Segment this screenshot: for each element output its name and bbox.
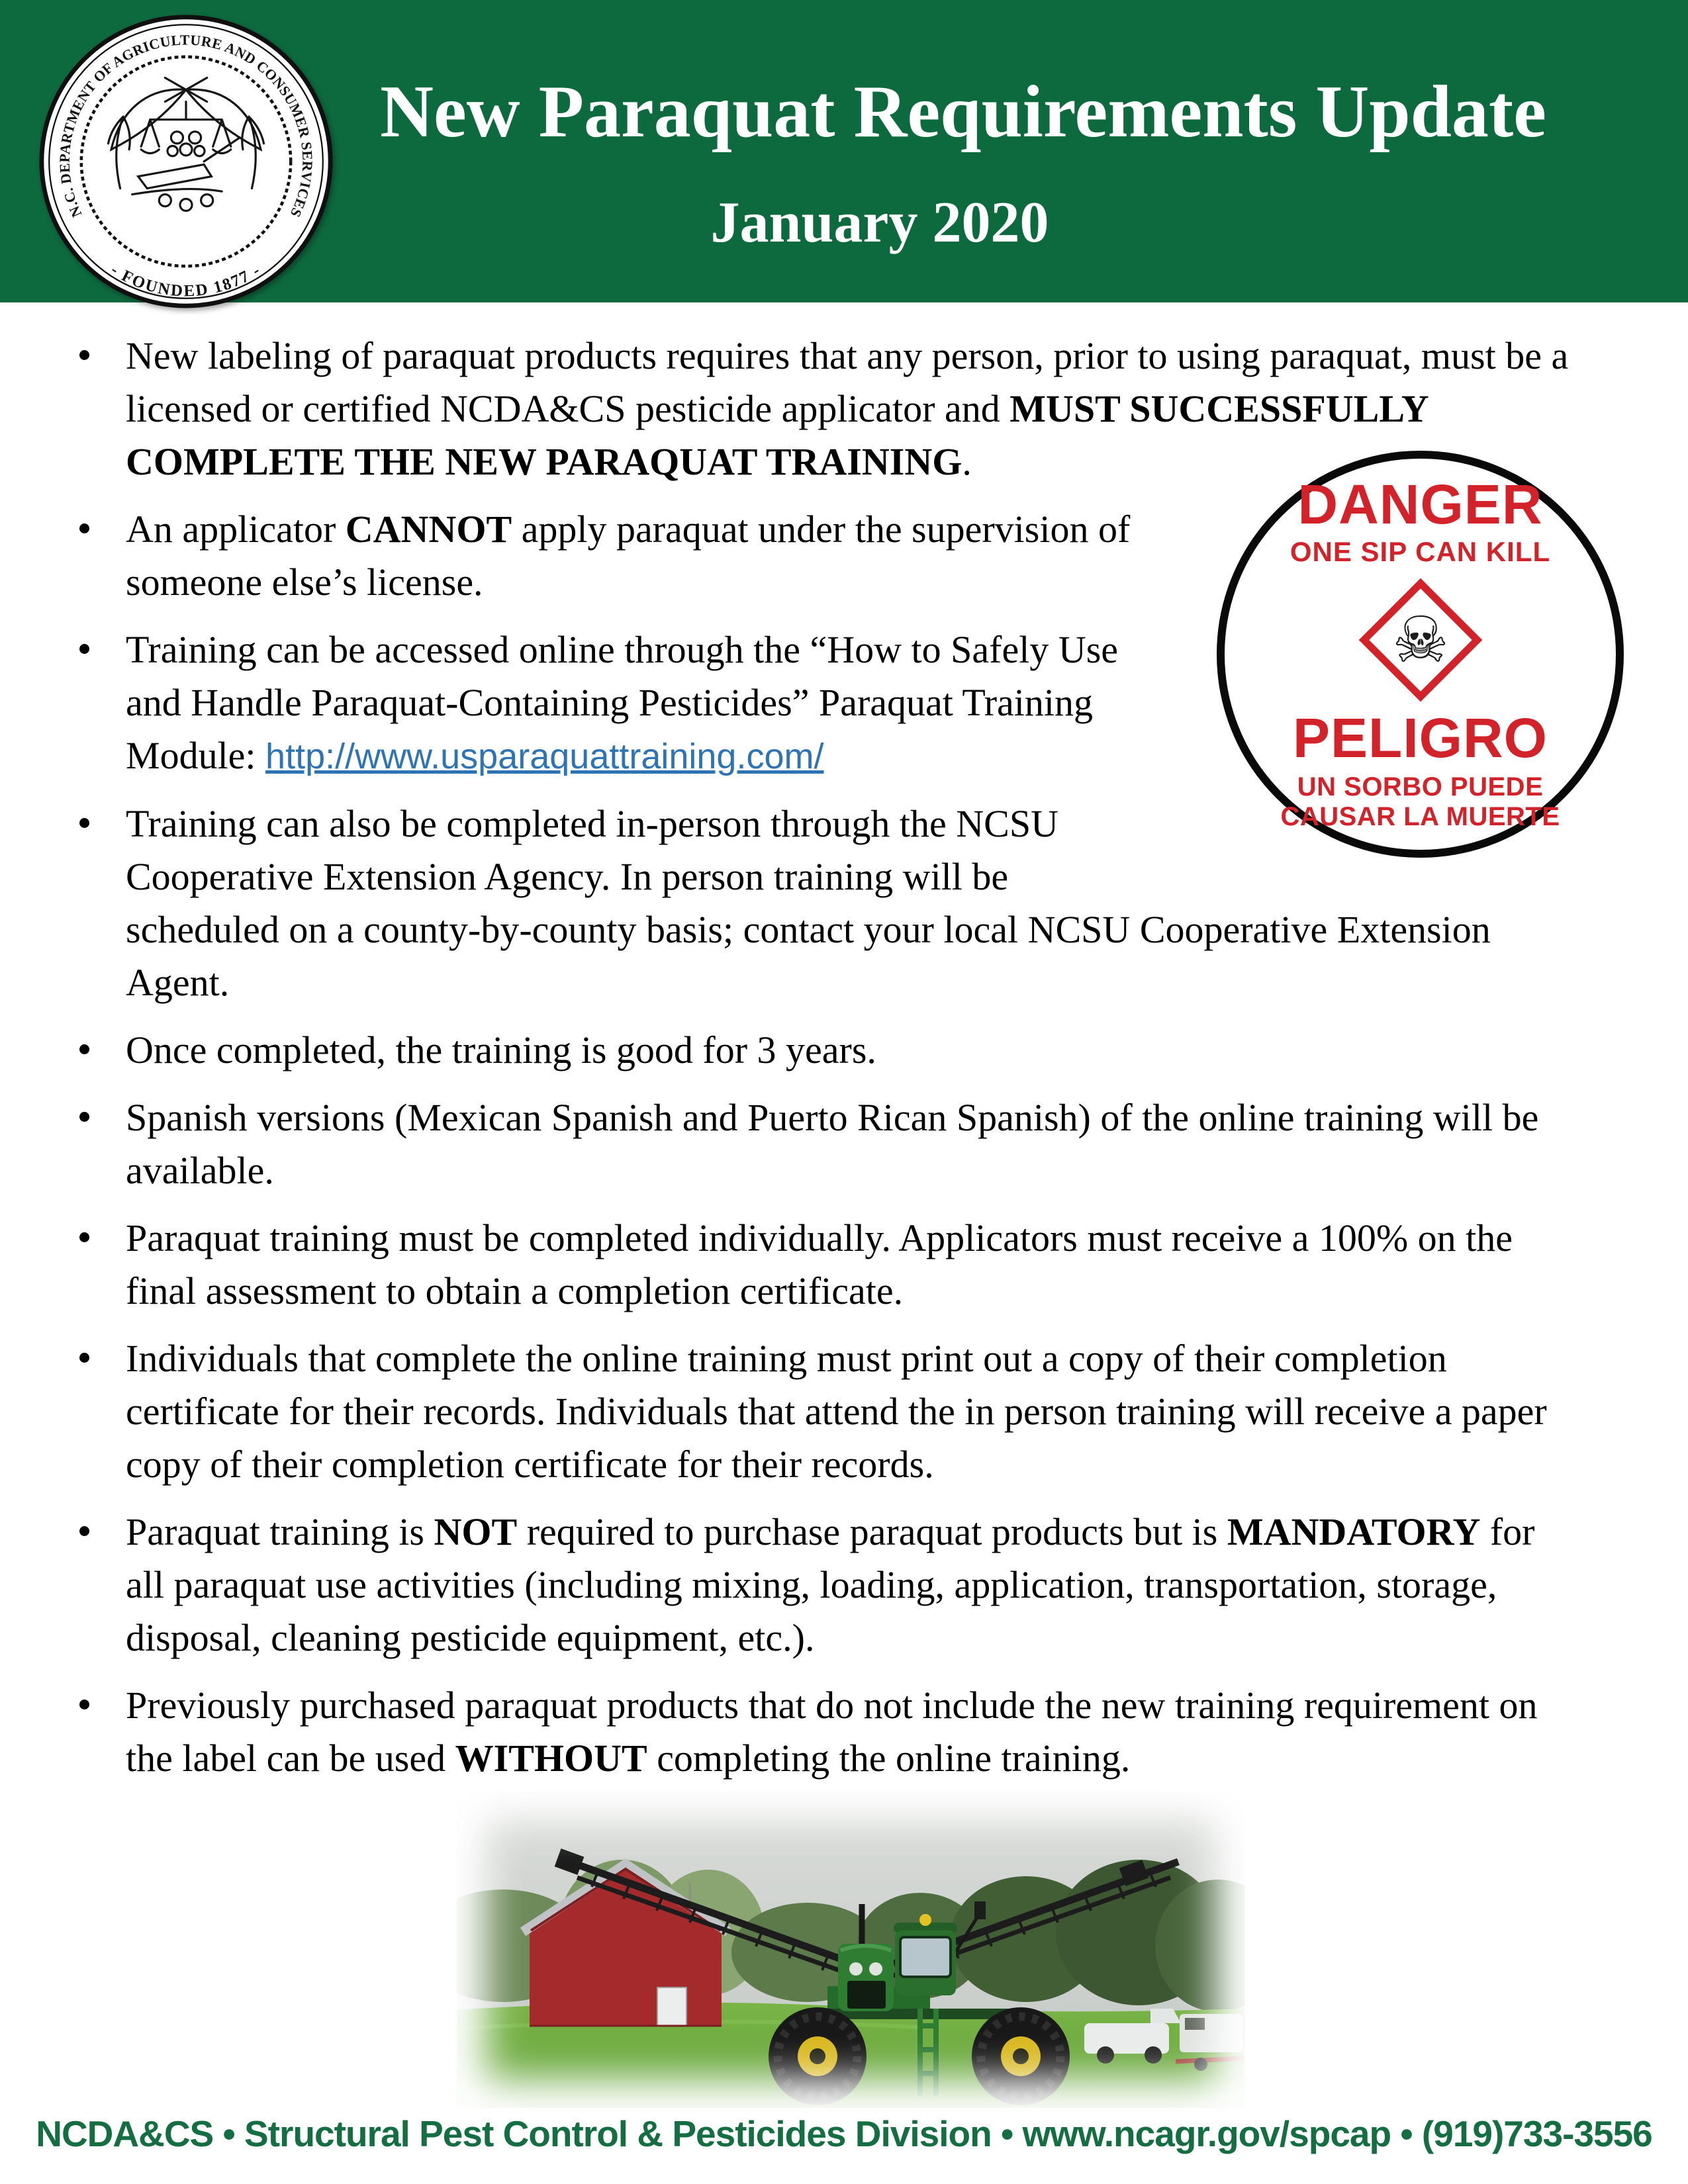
list-item: [73, 503, 1581, 609]
text-run: Previously purchased paraquat products that do not include the new training requirement on the label can be used: [126, 1684, 1538, 1780]
list-item: [73, 330, 1581, 488]
bullet-text: [126, 1332, 1581, 1491]
seal-founded-text: - FOUNDED 1877 -: [107, 261, 265, 300]
bold-text: MUST SUCCESSFULLY COMPLETE THE NEW PARAQUAT TRAINING: [126, 387, 1428, 483]
sprayer-photo: [457, 1790, 1244, 2108]
training-url-link[interactable]: http://www.usparaquattraining.com/: [265, 737, 824, 776]
bold-text: NOT: [434, 1510, 518, 1553]
header-date: January 2020: [710, 190, 1049, 255]
footer: [0, 2113, 1688, 2155]
header-band: [0, 0, 1688, 302]
text-run: Spanish versions (Mexican Spanish and Puerto Rican Spanish) of the online training will be available.: [126, 1096, 1539, 1192]
bullet-text: [126, 1506, 1581, 1664]
text-run: An applicator: [126, 508, 346, 551]
text-run: Training can be accessed online through the “How to Safely Use and Handle Paraquat-Containing Pesticides” Paraquat Training Module:: [126, 628, 1119, 777]
bold-text: MANDATORY: [1227, 1510, 1481, 1553]
text-run: .: [962, 440, 972, 483]
seal-arc-text: N.C. DEPARTMENT OF AGRICULTURE AND CONSUMER SERVICES: [56, 32, 316, 220]
text-run: required to purchase paraquat products but is: [517, 1510, 1227, 1553]
text-run: for all paraquat use activities (including mixing, loading, application, transportation, storage, disposal, cleaning pesticide equipment, etc.).: [126, 1510, 1535, 1659]
text-run: apply paraquat under the supervision of someone else’s license.: [126, 508, 1131, 604]
bullet-list: [73, 330, 1581, 1785]
danger-word-es: PELIGRO: [1292, 706, 1548, 769]
bold-text: CANNOT: [345, 508, 512, 551]
skull-crossbones-icon: ☠: [1391, 602, 1449, 677]
danger-subtitle-en: ONE SIP CAN KILL: [1289, 535, 1551, 567]
header-titles: [291, 64, 1635, 256]
bold-text: WITHOUT: [455, 1737, 647, 1780]
bullet-text: [126, 1212, 1581, 1318]
text-run: Paraquat training is: [126, 1510, 434, 1553]
list-item: [73, 1024, 1581, 1077]
bullet-text: [126, 623, 1581, 783]
danger-subtitle-es: UN SORBO PUEDE CAUSAR LA MUERTE: [1280, 772, 1560, 831]
footer-text: NCDA&CS • Structural Pest Control & Pesticides Division • www.ncagr.gov/spcap • (919)733-3556: [36, 2113, 1652, 2154]
danger-word-en: DANGER: [1297, 473, 1543, 535]
bullet-text: [126, 1091, 1581, 1197]
list-item: [73, 797, 1581, 1009]
bullet-text: [126, 797, 1581, 1009]
list-item: [73, 623, 1581, 783]
bullet-text: [126, 330, 1581, 488]
list-item: [73, 1679, 1581, 1785]
text-run: completing the online training.: [647, 1737, 1131, 1780]
page-title: New Paraquat Requirements Update: [380, 71, 1546, 153]
bullet-text: [126, 503, 1581, 609]
text-run: New labeling of paraquat products requires that any person, prior to using paraquat, must be a licensed or certified NCDA&CS pesticide applicator and: [126, 334, 1569, 430]
list-item: [73, 1506, 1581, 1664]
list-item: [73, 1091, 1581, 1197]
sprayer-photo-art: [457, 1790, 1244, 2108]
list-item: [73, 1212, 1581, 1318]
text-run: Training can also be completed in-person through the NCSU Cooperative Extension Agency. In person training will be scheduled on a county-by-county basis; contact your local NCSU Cooperative Extension Agent.: [126, 802, 1491, 1004]
list-item: [73, 1332, 1581, 1491]
text-run: Individuals that complete the online training must print out a copy of their completion certificate for their records. Individuals that attend the in person training will receive a paper copy of their completion certificate for their records.: [126, 1337, 1547, 1486]
bullet-text: [126, 1679, 1581, 1785]
text-run: Paraquat training must be completed individually. Applicators must receive a 100% on the final assessment to obtain a completion certificate.: [126, 1216, 1513, 1312]
text-run: Once completed, the training is good for 3 years.: [126, 1028, 876, 1071]
bullet-text: [126, 1024, 1581, 1077]
